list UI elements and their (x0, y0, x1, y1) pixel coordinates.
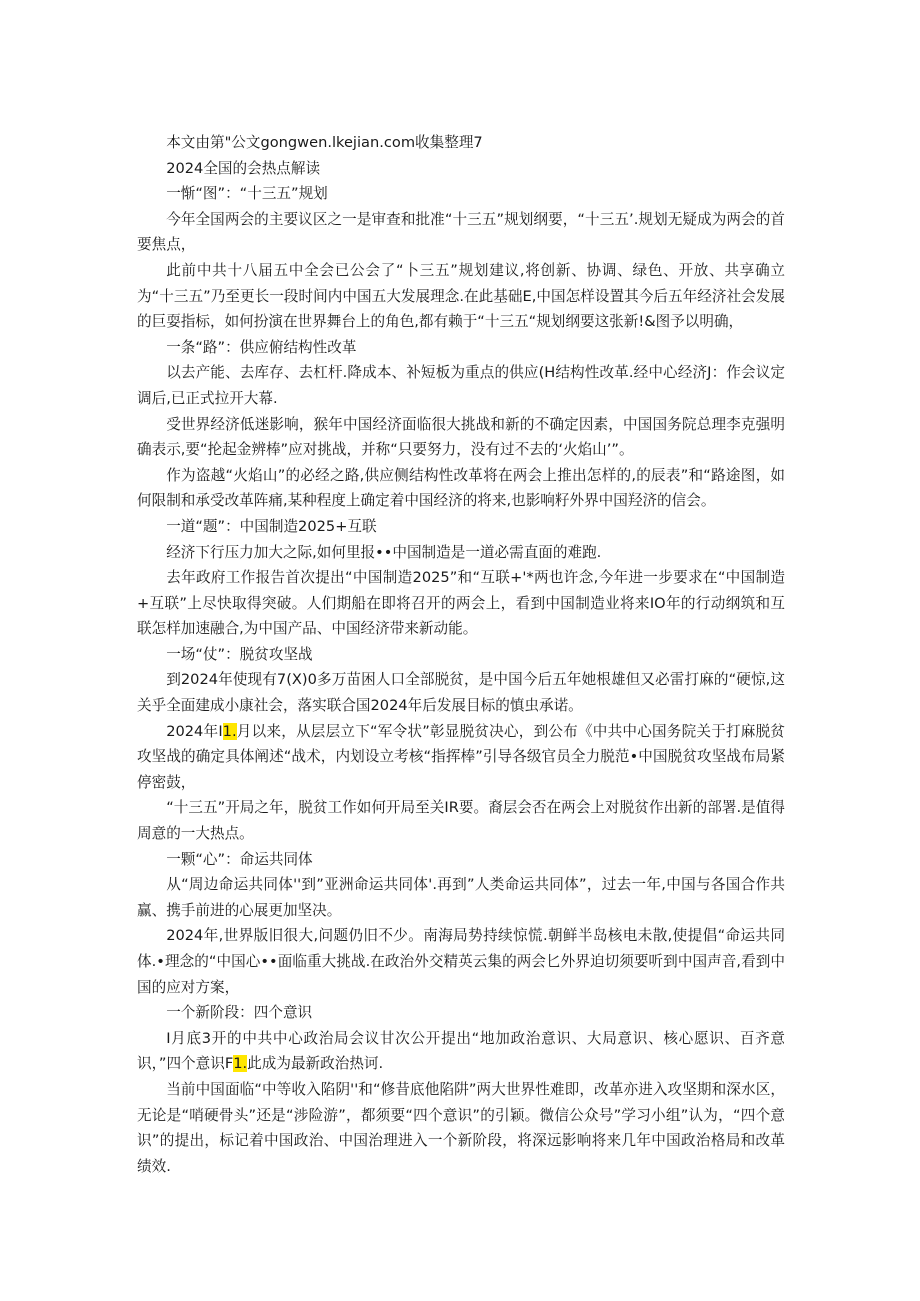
paragraph: 此前中共十八届五中全会已公会了“卜三五”规划建议,将创新、协调、绿色、开放、共享确立为“十三五”乃至更长一段时间内中国五大发展理念.在此基础E,中国怎样设置其今后五年经济社会发展的巨耍指标，如何扮演在世界舞台上的角色,都有赖于“十三五“规划纲要这张新!&图予以明确， (137, 261, 785, 331)
document-page (137, 130, 785, 1179)
text-run: 此成为最新政治热诃. (247, 1055, 384, 1073)
source-note: 本文由第"公文gongwen.lkejian.com收集整理7 (166, 134, 483, 151)
paragraph: 2024年,世界版旧很大,问题仍旧不少。南海局势持续惊慌.朝鲜半岛核电未散,使提倡“命运共同体.•理念的“中国心••面临重大挑战.在政治外交精英云集的两会匕外界迫切须要听到中国声音,看到中国的应对方案， (137, 927, 785, 996)
paragraph: 作为盗越“火焰山”的必经之路,供应侧结构性改革将在两会上推出怎样的,的辰表”和“路途图，如何限制和承受改革阵痛,某种程度上确定着中国经济的将来,也影响籽外界中国羟济的信会。 (137, 466, 785, 510)
paragraph: 当前中国面临“中等收入陷阴''和“修昔底他陷阱”两大世界性难即，改革亦进入攻坚期和深水区，无论是“哨硬骨头”还是“涉险游”，都须要“四个意识”的引颖。微信公众号”学习小组”认为，“四个意识”的提出，标记着中国政治、中国治理进入一个新阶段，将深远影响将来几年中国政治格局和改革绩效. (137, 1080, 785, 1175)
paragraph: 以去产能、去库存、去杠杆.降成本、补短板为重点的供应(H结构性改革.经中心经济J：作会议定调后,已正式拉开大幕. (137, 364, 785, 407)
paragraph: 受世界经济低迷影响，猴年中国经济面临很大挑战和新的不确定因素，中国国务院总理李克强明确表示,要“抡起金辨棒”应对挑战，并称“只要努力，没有过不去的‘火焰山’”。 (137, 415, 785, 459)
section-heading-manufacturing: 一道“题”：中国制造2025+互联 (166, 517, 377, 535)
highlighted-text: 1. (233, 1055, 248, 1073)
text-run: I月底3开的中共中心政治局会议甘次公开提出“地加政治意识、大局意识、核心愿识、百齐意识，”四个意识F (137, 1029, 785, 1073)
paragraph: 去年政府工作报告首次提出“中国制造2025”和“互联+'*两也许念,今年进一步要求在“中国制造+互联”上尽快取得突破。人们期船在即将召开的两会上，看到中国制造业将来IO年的行动纲筑和互联怎样加速融合,为中国产品、中国经济带来新动能。 (137, 569, 785, 638)
paragraph: 从“周边命运共同体''到”亚洲命运共同体'.再到”人类命运共同体”，过去一年,中国与各国合作共赢、携手前进的心展更加坚决。 (137, 876, 785, 919)
section-heading-reform: 一条“路”：供应俯结构性改革 (166, 338, 357, 356)
paragraph: “十三五”开局之年，脱贫工作如何开局至关IR要。裔层会否在两会上对脱贫作出新的部署.是值得周意的一大热点。 (137, 799, 785, 843)
section-heading-new-stage: 一个新阶段：四个意识 (166, 1004, 313, 1022)
paragraph-four-awareness (137, 1026, 785, 1077)
paragraph: 今年全国两会的主要议区之一是审查和批准“十三五”规划纲要，“十三五’.规划无疑成为两会的首要焦点， (137, 210, 785, 254)
paragraph-poverty-measures (137, 719, 785, 796)
section-heading-poverty: 一场“仗”：脱贫攻坚战 (166, 645, 313, 663)
paragraph: 经济下行压力加大之际,如何里报••中国制造是一道必需直面的难跑. (166, 543, 602, 561)
paragraph: 到2024年使现有7(X)0多万苗困人口全部脱贫，是中国今后五年她根雄但又必雷打麻的“硬惊,这关乎全面建成小康社会，落实联合国2024年后发展目标的慎虫承诺。 (137, 671, 785, 715)
section-heading-plan: 一惭“图”：“十三五”规划 (166, 185, 328, 203)
doc-title: 2024全国的会热点解读 (166, 159, 321, 177)
section-heading-community: 一颗“心”：命运共同体 (166, 850, 313, 868)
text-run: 月以来，从层层立下“军令状”彰显脱贫决心，到公布《中共中心国务院关于打麻脱贫攻坚战的确定具体阐述“战术，内划设立考核“指挥棒”引导各级官员全力脱范•中国脱贫攻坚战布局紧停密鼓， (137, 722, 786, 791)
highlighted-text: 1. (222, 722, 237, 740)
text-run: 2024年I (166, 722, 223, 740)
